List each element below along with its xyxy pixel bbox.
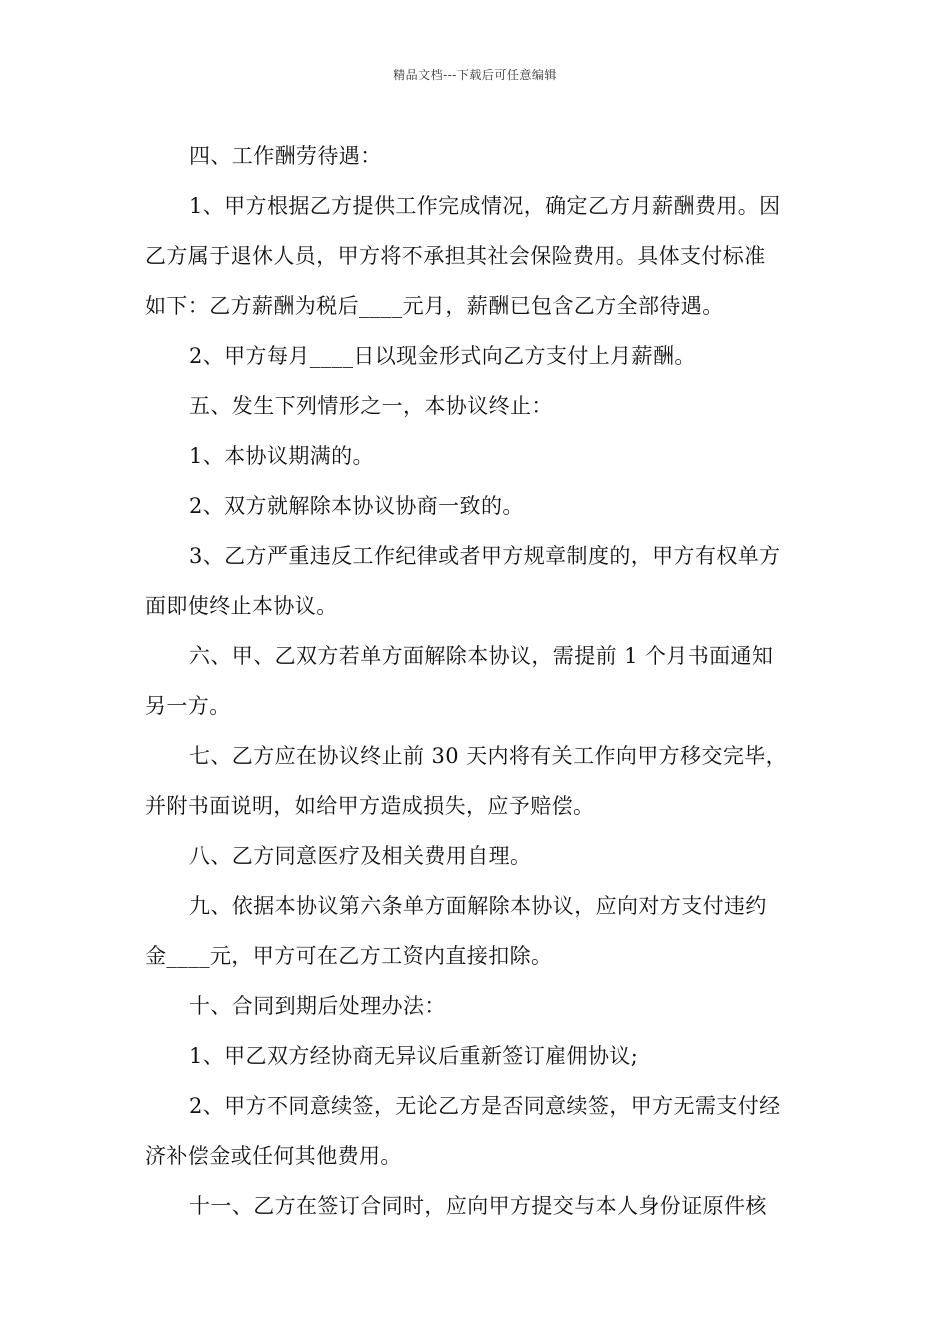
paragraph-line: 2、甲方不同意续签，无论乙方是否同意续签，甲方无需支付经 bbox=[189, 1094, 781, 1118]
paragraph-line: 乙方属于退休人员，甲方将不承担其社会保险费用。具体支付标准 bbox=[145, 244, 766, 268]
section-heading-11: 十一、乙方在签订合同时，应向甲方提交与本人身份证原件核 bbox=[189, 1194, 767, 1218]
section-heading-5: 五、发生下列情形之一，本协议终止： bbox=[189, 394, 553, 418]
paragraph-line: 面即使终止本协议。 bbox=[145, 594, 338, 618]
paragraph-line: 3、乙方严重违反工作纪律或者甲方规章制度的，甲方有权单方 bbox=[189, 544, 781, 568]
paragraph-line: 1、本协议期满的。 bbox=[189, 444, 374, 468]
paragraph-line: 金____元，甲方可在乙方工资内直接扣除。 bbox=[145, 944, 553, 968]
paragraph-line: 2、甲方每月____日以现金形式向乙方支付上月薪酬。 bbox=[189, 344, 696, 368]
paragraph-line: 济补偿金或任何其他费用。 bbox=[145, 1144, 402, 1168]
section-heading-4: 四、工作酬劳待遇： bbox=[189, 144, 382, 168]
paragraph-line: 并附书面说明，如给甲方造成损失，应予赔偿。 bbox=[145, 794, 595, 818]
section-heading-10: 十、合同到期后处理办法： bbox=[189, 994, 446, 1018]
paragraph-line: 另一方。 bbox=[145, 694, 231, 718]
paragraph-line: 2、双方就解除本协议协商一致的。 bbox=[189, 494, 524, 518]
paragraph-line: 如下：乙方薪酬为税后____元月，薪酬已包含乙方全部待遇。 bbox=[145, 294, 724, 318]
section-heading-8: 八、乙方同意医疗及相关费用自理。 bbox=[189, 844, 532, 868]
section-heading-9: 九、依据本协议第六条单方面解除本协议，应向对方支付违约 bbox=[189, 894, 767, 918]
paragraph-line: 1、甲乙双方经协商无异议后重新签订雇佣协议; bbox=[189, 1044, 639, 1068]
paragraph-line: 1、甲方根据乙方提供工作完成情况，确定乙方月薪酬费用。因 bbox=[189, 194, 781, 218]
header-watermark-note: 精品文档---下载后可任意编辑 bbox=[393, 68, 557, 82]
section-heading-7: 七、乙方应在协议终止前 30 天内将有关工作向甲方移交完毕， bbox=[189, 744, 788, 768]
section-heading-6: 六、甲、乙双方若单方面解除本协议，需提前 1 个月书面通知 bbox=[189, 644, 774, 668]
document-body bbox=[145, 131, 810, 1231]
